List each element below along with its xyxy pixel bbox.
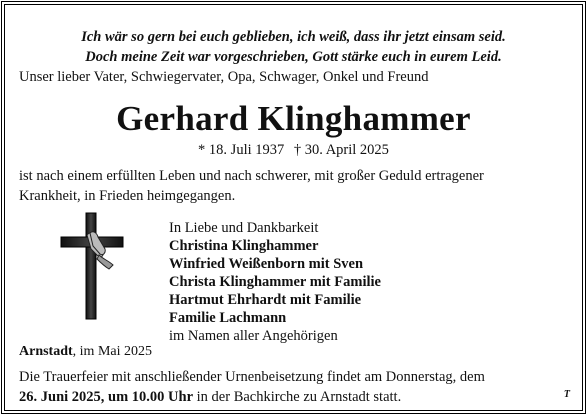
deceased-name: Gerhard Klinghammer — [116, 99, 471, 138]
mourners-opening: In Liebe und Dankbarkeit — [169, 220, 319, 236]
obituary-line-1: ist nach einem erfüllten Leben und nach schwerer, mit großer Geduld ertragener — [19, 168, 484, 184]
obituary-frame — [1, 1, 586, 414]
cross-with-praying-hands-icon — [57, 211, 127, 321]
place-and-date — [19, 343, 152, 361]
mourner-name: Familie Lachmann — [169, 310, 287, 326]
service-line-2 — [19, 387, 568, 407]
mourner-name: Winfried Weißenborn mit Sven — [169, 256, 364, 272]
mourner-name: Christina Klinghammer — [169, 238, 319, 254]
issue-date: , im Mai 2025 — [72, 344, 153, 359]
birth-date: * 18. Juli 1937 — [198, 142, 285, 158]
verse-line-1: Ich wär so gern bei euch geblieben, ich weiß, dass ihr jetzt einsam seid. — [81, 29, 506, 45]
obituary-text — [19, 166, 568, 206]
mourner-name: Christa Klinghammer mit Familie — [169, 274, 381, 290]
inner-border — [4, 4, 583, 411]
death-date: † 30. April 2025 — [293, 142, 389, 158]
place-name: Arnstadt — [19, 344, 73, 359]
service-date-time: 26. Juni 2025, um 10.00 Uhr — [19, 389, 194, 405]
service-location: in der Bachkirche zu Arnstadt statt. — [193, 389, 402, 405]
service-announcement — [19, 367, 568, 407]
mourners-block — [169, 219, 381, 345]
intro-text: Unser lieber Vater, Schwiegervater, Opa, Schwager, Onkel und Freund — [19, 69, 429, 85]
publisher-mark: T — [563, 389, 570, 400]
verse-line-2: Doch meine Zeit war vorgeschrieben, Gott stärke euch in eurem Leid. — [85, 49, 502, 65]
mourners-closing: im Namen aller Angehörigen — [169, 328, 338, 344]
mourner-name: Hartmut Ehrhardt mit Familie — [169, 292, 362, 308]
obituary-line-2: Krankheit, in Frieden heimgegangen. — [19, 188, 236, 204]
service-line-1: Die Trauerfeier mit anschließender Urnenbeisetzung findet am Donnerstag, dem — [19, 369, 485, 385]
life-dates — [5, 141, 582, 159]
